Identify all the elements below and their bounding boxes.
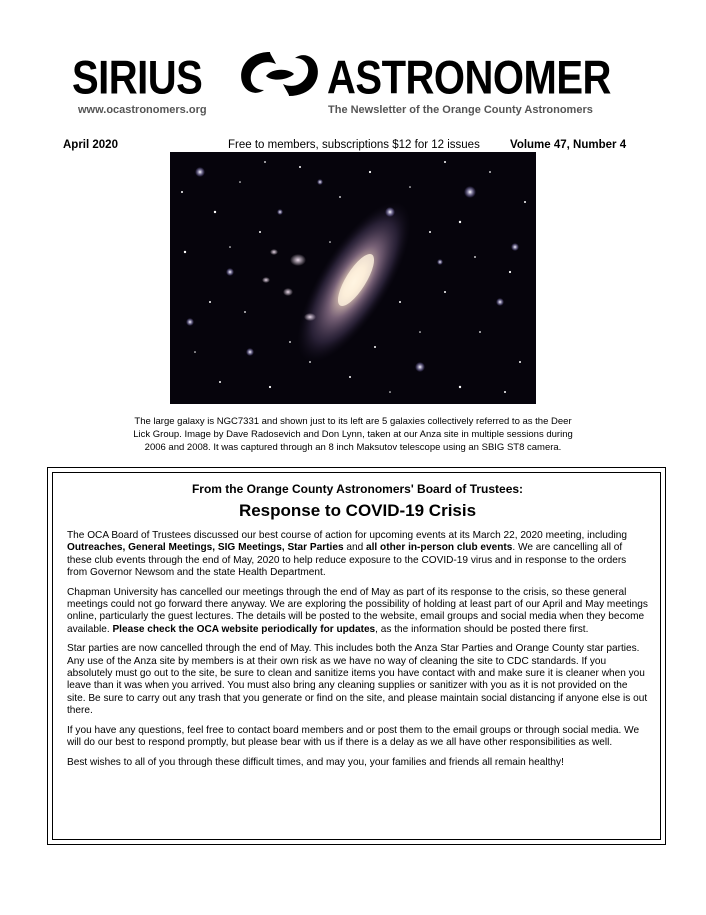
caption-line: Lick Group. Image by Dave Radosevich and Don Lynn, taken at our Anza site in multiple sessions during (133, 429, 573, 440)
text-run: The OCA Board of Trustees discussed our best course of action for upcoming events at its March 22, 2020 meeting, including (67, 530, 627, 541)
notice-box (47, 467, 666, 845)
issue-volume: Volume 47, Number 4 (510, 139, 627, 151)
masthead (72, 52, 632, 118)
text-run: and (343, 542, 367, 554)
text-run-bold: all other in-person club events (366, 542, 513, 554)
crescent-swirl-logo-icon (232, 46, 327, 102)
text-run: , as the information should be posted there first. (375, 623, 589, 635)
masthead-tagline: The Newsletter of the Orange County Astronomers (328, 104, 593, 116)
text-run-bold: Please check the OCA website periodically for updates (112, 623, 376, 635)
notice-box-inner (52, 472, 661, 840)
notice-title: Response to COVID-19 Crisis (238, 501, 477, 520)
notice-paragraph: Best wishes to all of you through these difficult times, and may you, your families and friends all remain healthy! (67, 756, 564, 768)
notice-paragraph (67, 530, 648, 580)
text-run-bold: Outreaches, General Meetings, SIG Meetings, Star Parties (67, 542, 344, 554)
issue-date: April 2020 (63, 139, 118, 151)
text-run: Chapman University has cancelled our meetings through the end of May as part of its response to the crisis, so these general meetings could not go forward there anyway. We are exploring the possibility of holding at least part of our April and May meetings online, particularly the guest lectures. The details will be posted to the website, email groups and social media when they become available. (67, 586, 648, 635)
caption-line: The large galaxy is NGC7331 and shown just to its left are 5 galaxies collectively referred to as the Deer (134, 416, 572, 427)
notice-header: From the Orange County Astronomers' Board of Trustees: (191, 482, 524, 496)
notice-paragraph: Star parties are now cancelled through the end of May. This includes both the Anza Star Parties and Orange County star parties. Any use of the Anza site by members is at their own risk as we have no way of cleaning the site to CDC standards. If you absolutely must go out to the site, be sure to clean and sanitize items you have contact with and make sure it is cleaner when you leave than it was when you arrived. You must also bring any cleaning supplies or sanitizer with you as it is not provided on the site. Be sure to carry out any trash that you generate or find on the site, and please maintain social distancing if anyone else is out there. (67, 643, 648, 717)
masthead-title-right: ASTRONOMER (327, 52, 611, 104)
notice-paragraph (67, 587, 648, 637)
masthead-title-left: SIRIUS (72, 52, 203, 104)
website-link[interactable]: www.ocastronomers.org (78, 104, 207, 116)
caption-line: 2006 and 2008. It was captured through an 8 inch Maksutov telescope using an SBIG ST8 camera. (144, 442, 562, 453)
notice-content (67, 482, 648, 776)
galaxy-photo (170, 152, 536, 404)
photo-caption (110, 415, 596, 454)
notice-paragraph: If you have any questions, feel free to contact board members and or post them to the email groups or through social media. We will do our best to respond promptly, but please bear with us if there is a delay as we all have other responsibilities as well. (67, 724, 640, 749)
galaxy-image-icon (170, 152, 536, 404)
issue-price: Free to members, subscriptions $12 for 12 issues (228, 139, 480, 151)
text-run: . We are cancelling all of these club events through the end of May, 2020 to help reduce exposure to the COVID-19 virus and in response to the orders from Governor Newsom and the state Health Department. (67, 542, 627, 579)
